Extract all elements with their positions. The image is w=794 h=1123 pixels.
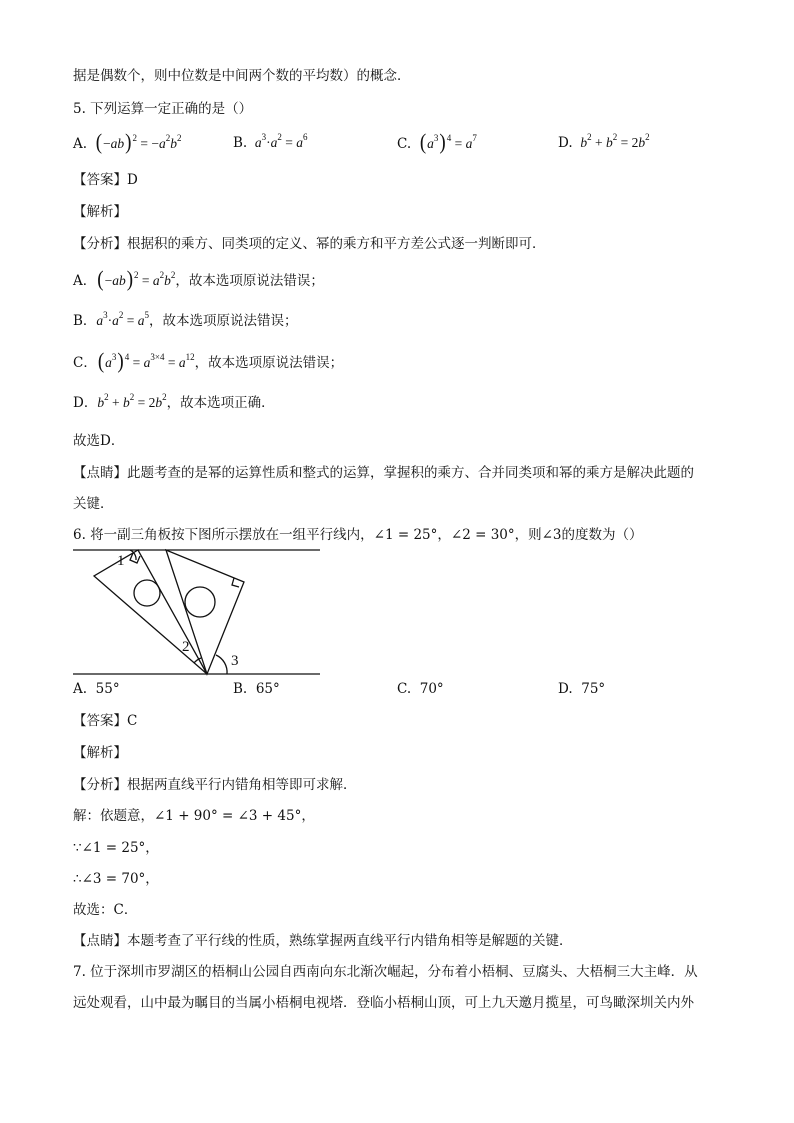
intro-line: 据是偶数个，则中位数是中间两个数的平均数）的概念．	[73, 68, 411, 84]
q5-jiexi: 【解析】	[73, 204, 127, 220]
q5-option-c-formula: $(a^3)^4 = a^7$	[419, 130, 477, 155]
q6-option-c	[397, 679, 444, 699]
q5-option-b-formula: $a^3\cdot a^2 = a^6$	[251, 132, 308, 150]
q5-step-b-prefix: B．	[73, 313, 97, 329]
q5-option-a	[73, 130, 182, 155]
q5-step-b-formula: $a^3\cdot a^2 = a^5$	[96, 310, 150, 328]
q6-option-d-letter: D.	[558, 681, 573, 697]
q5-step-d-formula: $b^2 + b^2 = 2b^2$	[97, 392, 167, 410]
q5-option-b	[233, 133, 308, 153]
q5-option-c	[397, 130, 477, 155]
q5-stem: 5. 下列运算一定正确的是（）	[73, 101, 253, 117]
q5-option-b-letter: B.	[233, 135, 248, 151]
q6-fenxi: 【分析】根据两直线平行内错角相等即可求解．	[73, 777, 357, 793]
q6-step1: 解：依题意，∠1 + 90° = ∠3 + 45°，	[73, 808, 315, 824]
q5-step-c-prefix: C．	[73, 355, 97, 371]
q6-answer: 【答案】C	[73, 713, 138, 729]
q6-option-c-value: 70°	[419, 681, 444, 697]
q6-option-d	[558, 679, 605, 699]
q5-option-d-letter: D.	[558, 135, 573, 151]
q5-option-a-letter: A.	[73, 136, 88, 152]
right-ruler-hole	[185, 587, 215, 617]
q6-option-a	[73, 679, 120, 699]
q5-step-c	[73, 349, 344, 374]
q5-step-c-formula: $(a^3)^4 = a^{3\times 4} = a^{12}$	[97, 349, 195, 374]
q5-step-a-prefix: A．	[73, 273, 97, 289]
q5-step-a-formula: $(-ab)^2 = a^2b^2$	[97, 267, 176, 292]
q6-dianjing: 【点睛】本题考查了平行线的性质，熟练掌握两直线平行内错角相等是解题的关键．	[73, 933, 573, 949]
q5-step-d	[73, 393, 275, 413]
q5-step-d-prefix: D．	[73, 395, 98, 411]
q5-fenxi: 【分析】根据积的乘方、同类项的定义、幂的乘方和平方差公式逐一判断即可．	[73, 236, 546, 252]
q6-option-b-value: 65°	[255, 681, 280, 697]
q7-line1: 7. 位于深圳市罗湖区的梧桐山公园自西南向东北渐次崛起，分布着小梧桐、豆腐头、大梧桐三大主峰．从	[73, 964, 698, 980]
q5-dianjing-line1: 【点睛】此题考查的是幂的运算性质和整式的运算，掌握积的乘方、合并同类项和幂的乘方是解决此题的	[73, 465, 694, 481]
q6-step2: ∵∠1 = 25°，	[73, 840, 159, 856]
q5-option-c-letter: C.	[397, 136, 412, 152]
q5-step-b	[73, 311, 298, 331]
q5-option-d-formula: $b^2 + b^2 = 2b^2$	[576, 132, 650, 150]
q6-option-d-value: 75°	[581, 681, 606, 697]
angle-1-label: 1	[117, 553, 125, 569]
q5-step-d-suffix: ，故本选项正确．	[166, 395, 275, 411]
q6-option-b-letter: B.	[233, 681, 248, 697]
angle-2-label: 2	[182, 639, 190, 655]
q5-step-a	[73, 267, 324, 292]
q6-triangle-figure	[70, 544, 325, 678]
q5-step-c-suffix: ，故本选项原说法错误；	[194, 355, 344, 371]
left-ruler-hole	[134, 580, 160, 606]
q5-step-a-suffix: ，故本选项原说法错误；	[175, 273, 324, 289]
q5-choose: 故选D．	[73, 433, 125, 449]
q5-step-b-suffix: ，故本选项原说法错误；	[149, 313, 298, 329]
q6-option-c-letter: C.	[397, 681, 412, 697]
angle-3-label: 3	[231, 653, 239, 669]
q6-option-a-letter: A.	[73, 681, 88, 697]
q6-option-a-value: 55°	[95, 681, 120, 697]
q6-choose: 故选：C．	[73, 902, 138, 918]
q6-stem: 6. 将一副三角板按下图所示摆放在一组平行线内，∠1 = 25°，∠2 = 30°，则∠3的度数为（）	[73, 527, 643, 543]
q6-option-b	[233, 679, 280, 699]
q5-option-d	[558, 133, 650, 153]
q6-step3: ∴∠3 = 70°，	[73, 871, 159, 887]
left-triangle-ruler	[94, 550, 207, 674]
angle-3-arc	[216, 655, 227, 674]
q5-answer: 【答案】D	[73, 172, 138, 188]
q5-dianjing-line2: 关键．	[73, 496, 114, 512]
q7-line2: 远处观看，山中最为瞩目的当属小梧桐电视塔．登临小梧桐山顶，可上九天邀月揽星，可鸟瞰深圳关内外	[73, 995, 694, 1011]
q6-jiexi: 【解析】	[73, 745, 127, 761]
q5-option-a-formula: $(-ab)^2 = -a^2b^2$	[95, 130, 182, 155]
